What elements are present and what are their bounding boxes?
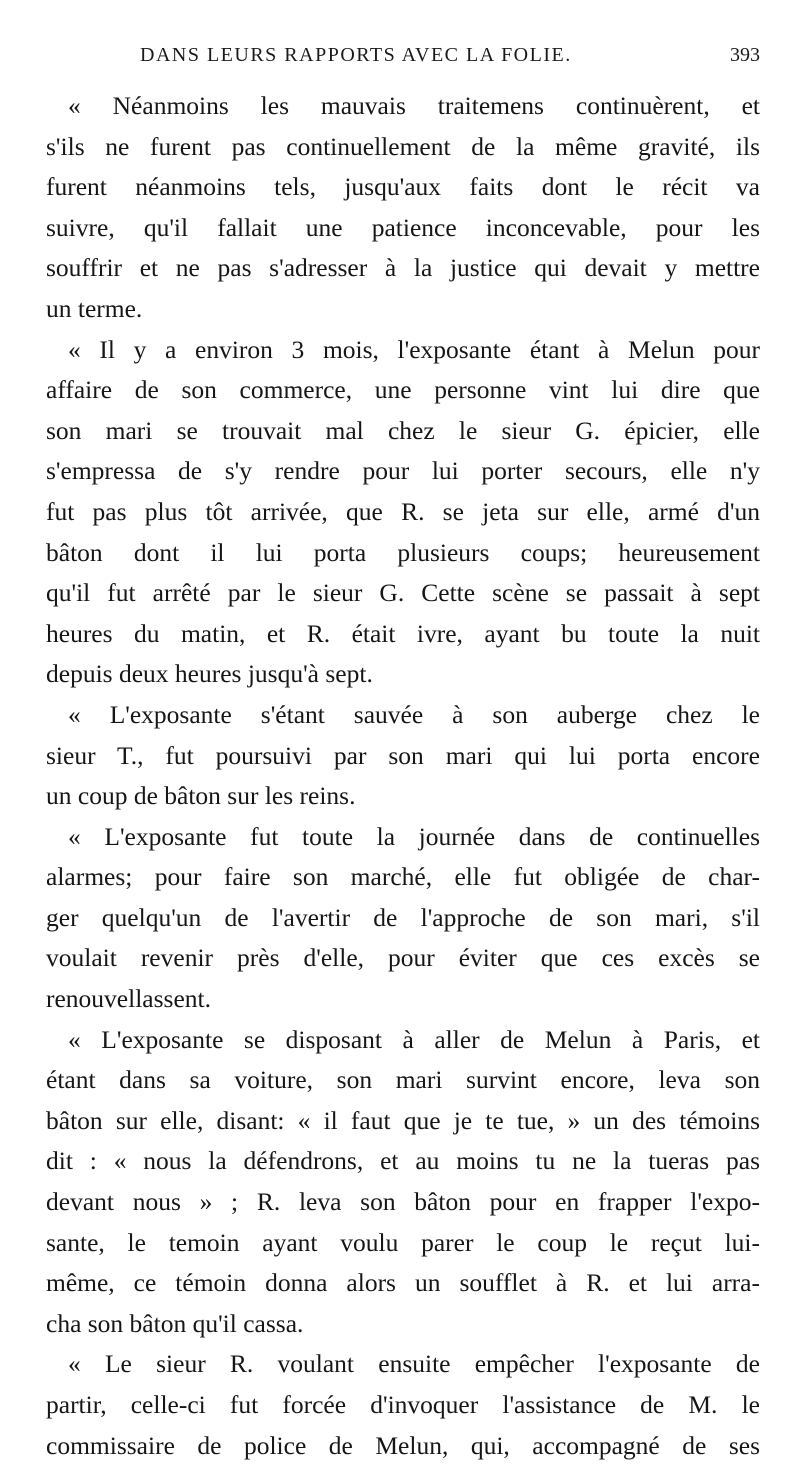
text-line: devant nous » ; R. leva son bâton pour en frapper l'expo- — [46, 1187, 760, 1217]
text-line: alarmes; pour faire son marché, elle fut obligée de char- — [46, 862, 760, 892]
text-line: son mari se trouvait mal chez le sieur G. épicier, elle — [46, 415, 760, 445]
text-line: « L'exposante s'étant sauvée à son auberge chez le — [68, 699, 760, 729]
text-line: depuis deux heures jusqu'à sept. — [46, 659, 373, 689]
text-line: souffrir et ne pas s'adresser à la justice qui devait y mettre — [46, 253, 760, 283]
text-line: sieur T., fut poursuivi par son mari qui lui porta encore — [46, 740, 760, 770]
running-title: DANS LEURS RAPPORTS AVEC LA FOLIE. — [140, 44, 572, 66]
text-line: « Le sieur R. voulant ensuite empêcher l'exposante de — [68, 1349, 760, 1379]
text-line: « L'exposante fut toute la journée dans de continuelles — [68, 821, 760, 851]
text-line: voulait revenir près d'elle, pour éviter que ces excès se — [46, 943, 760, 973]
text-line: même, ce témoin donna alors un soufflet à R. et lui arra- — [46, 1268, 760, 1298]
body-text — [46, 86, 760, 1466]
text-line: qu'il fut arrêté par le sieur G. Cette scène se passait à sept — [46, 578, 760, 608]
text-line: bâton dont il lui porta plusieurs coups; heureusement — [46, 537, 760, 567]
text-line: un terme. — [46, 293, 143, 323]
text-line: « Il y a environ 3 mois, l'exposante étant à Melun pour — [68, 334, 760, 364]
text-line: « L'exposante se disposant à aller de Melun à Paris, et — [68, 1024, 760, 1054]
text-line: s'ils ne furent pas continuellement de la même gravité, ils — [46, 131, 760, 161]
text-line: ger quelqu'un de l'avertir de l'approche de son mari, s'il — [46, 902, 760, 932]
text-line: furent néanmoins tels, jusqu'aux faits dont le récit va — [46, 172, 760, 202]
text-line: s'empressa de s'y rendre pour lui porter secours, elle n'y — [46, 456, 760, 486]
text-line: fut pas plus tôt arrivée, que R. se jeta sur elle, armé d'un — [46, 496, 760, 526]
text-line: un coup de bâton sur les reins. — [46, 781, 356, 811]
text-line: étant dans sa voiture, son mari survint encore, leva son — [46, 1065, 760, 1095]
text-line: bâton sur elle, disant: « il faut que je te tue, » un des témoins — [46, 1105, 760, 1135]
text-line: commissaire de police de Melun, qui, accompagné de ses — [46, 1430, 760, 1460]
text-line: partir, celle-ci fut forcée d'invoquer l'assistance de M. le — [46, 1390, 760, 1419]
text-line: dit : « nous la défendrons, et au moins tu ne la tueras pas — [46, 1146, 760, 1176]
text-line: « Néanmoins les mauvais traitemens continuèrent, et — [68, 91, 760, 120]
text-line: cha son bâton qu'il cassa. — [46, 1308, 304, 1338]
text-line: suivre, qu'il fallait une patience inconcevable, pour les — [46, 212, 760, 242]
text-line: affaire de son commerce, une personne vint lui dire que — [46, 375, 760, 405]
text-line: sante, le temoin ayant voulu parer le coup le reçut lui- — [46, 1227, 760, 1257]
text-line: heures du matin, et R. était ivre, ayant bu toute la nuit — [46, 618, 760, 648]
page-number: 393 — [730, 44, 760, 66]
text-line: renouvellassent. — [46, 984, 211, 1014]
running-header — [140, 36, 760, 76]
